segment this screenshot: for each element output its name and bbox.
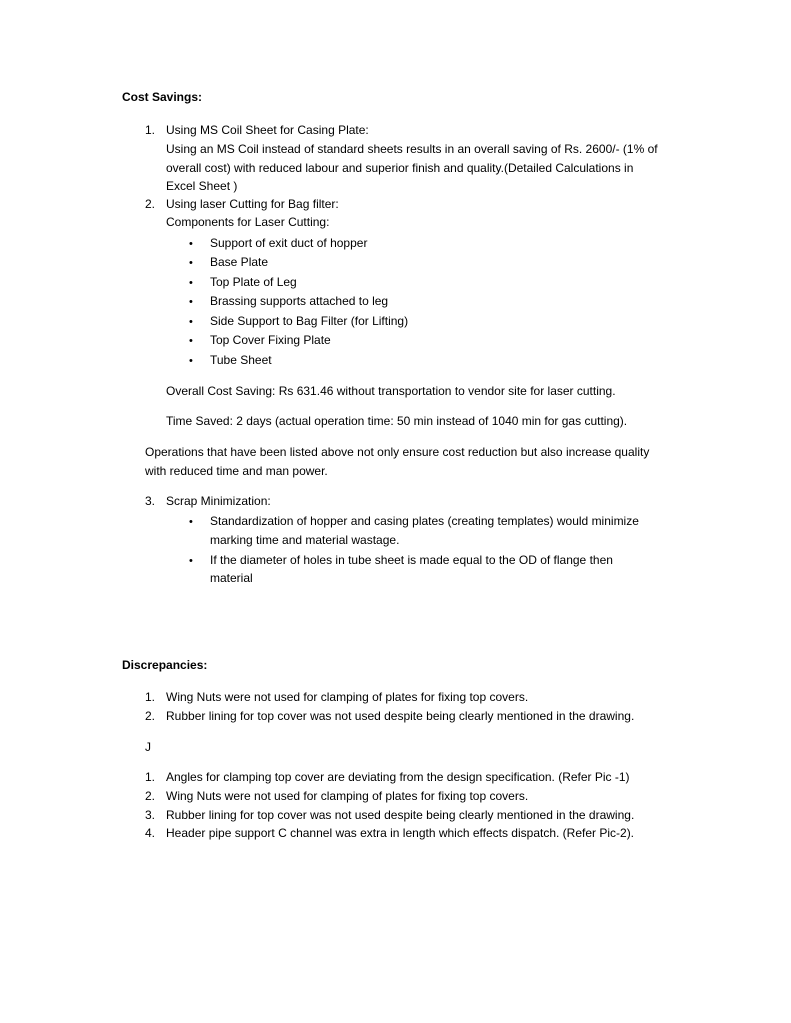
- discrepancy-item: Wing Nuts were not used for clamping of plates for fixing top covers.: [166, 690, 529, 704]
- list-number: 3.: [145, 494, 156, 508]
- list-number: 1.: [145, 690, 156, 704]
- discrepancy-item: Wing Nuts were not used for clamping of plates for fixing top covers.: [166, 789, 529, 803]
- discrepancy-item: Header pipe support C channel was extra in length which effects dispatch. (Refer Pic-2).: [166, 826, 635, 840]
- list-number: 2.: [145, 709, 156, 723]
- component-item: Support of exit duct of hopper: [210, 236, 368, 250]
- item2-title: Using laser Cutting for Bag filter:: [166, 197, 339, 211]
- list-number: 4.: [145, 826, 156, 840]
- scrap-bullet-line: marking time and material wastage.: [210, 533, 400, 547]
- list-number: 2.: [145, 789, 156, 803]
- scrap-bullet-line: material: [210, 571, 253, 585]
- item3-title: Scrap Minimization:: [166, 494, 271, 508]
- component-item: Base Plate: [210, 255, 269, 269]
- scrap-bullet-line: If the diameter of holes in tube sheet is made equal to the OD of flange then: [210, 553, 613, 567]
- discrepancies-heading: Discrepancies:: [122, 658, 208, 672]
- scrap-bullet-line: Standardization of hopper and casing plates (creating templates) would minimize: [210, 514, 639, 528]
- component-item: Top Cover Fixing Plate: [210, 333, 331, 347]
- bullet-icon: •: [189, 355, 193, 367]
- discrepancy-item: Rubber lining for top cover was not used despite being clearly mentioned in the drawing.: [166, 808, 635, 822]
- cost-savings-heading: Cost Savings:: [122, 90, 203, 104]
- discrepancy-item: Rubber lining for top cover was not used despite being clearly mentioned in the drawing.: [166, 709, 635, 723]
- operations-paragraph-line: with reduced time and man power.: [145, 464, 328, 478]
- bullet-icon: •: [189, 277, 193, 289]
- overall-cost-saving: Overall Cost Saving: Rs 631.46 without transportation to vendor site for laser cutting.: [166, 384, 616, 398]
- item1-body-line: overall cost) with reduced labour and superior finish and quality.(Detailed Calculations in: [166, 161, 634, 175]
- list-number: 3.: [145, 808, 156, 822]
- bullet-icon: •: [189, 238, 193, 250]
- item2-subtitle: Components for Laser Cutting:: [166, 215, 330, 229]
- bullet-icon: •: [189, 516, 193, 528]
- bullet-icon: •: [189, 316, 193, 328]
- bullet-icon: •: [189, 555, 193, 567]
- item1-body-line: Using an MS Coil instead of standard sheets results in an overall saving of Rs. 2600/- (1% of: [166, 142, 658, 156]
- operations-paragraph-line: Operations that have been listed above not only ensure cost reduction but also increase quality: [145, 445, 650, 459]
- component-item: Top Plate of Leg: [210, 275, 297, 289]
- component-item: Side Support to Bag Filter (for Lifting): [210, 314, 409, 328]
- bullet-icon: •: [189, 257, 193, 269]
- list-number: 1.: [145, 123, 156, 137]
- list-number: 2.: [145, 197, 156, 211]
- bullet-icon: •: [189, 335, 193, 347]
- component-item: Tube Sheet: [210, 353, 272, 367]
- component-item: Brassing supports attached to leg: [210, 294, 389, 308]
- separator-text: J: [145, 740, 151, 754]
- item1-body-line: Excel Sheet ): [166, 179, 238, 193]
- list-number: 1.: [145, 770, 156, 784]
- item1-title: Using MS Coil Sheet for Casing Plate:: [166, 123, 369, 137]
- bullet-icon: •: [189, 296, 193, 308]
- discrepancy-item: Angles for clamping top cover are deviating from the design specification. (Refer Pic -1): [166, 770, 630, 784]
- time-saved: Time Saved: 2 days (actual operation time: 50 min instead of 1040 min for gas cutting).: [166, 414, 628, 428]
